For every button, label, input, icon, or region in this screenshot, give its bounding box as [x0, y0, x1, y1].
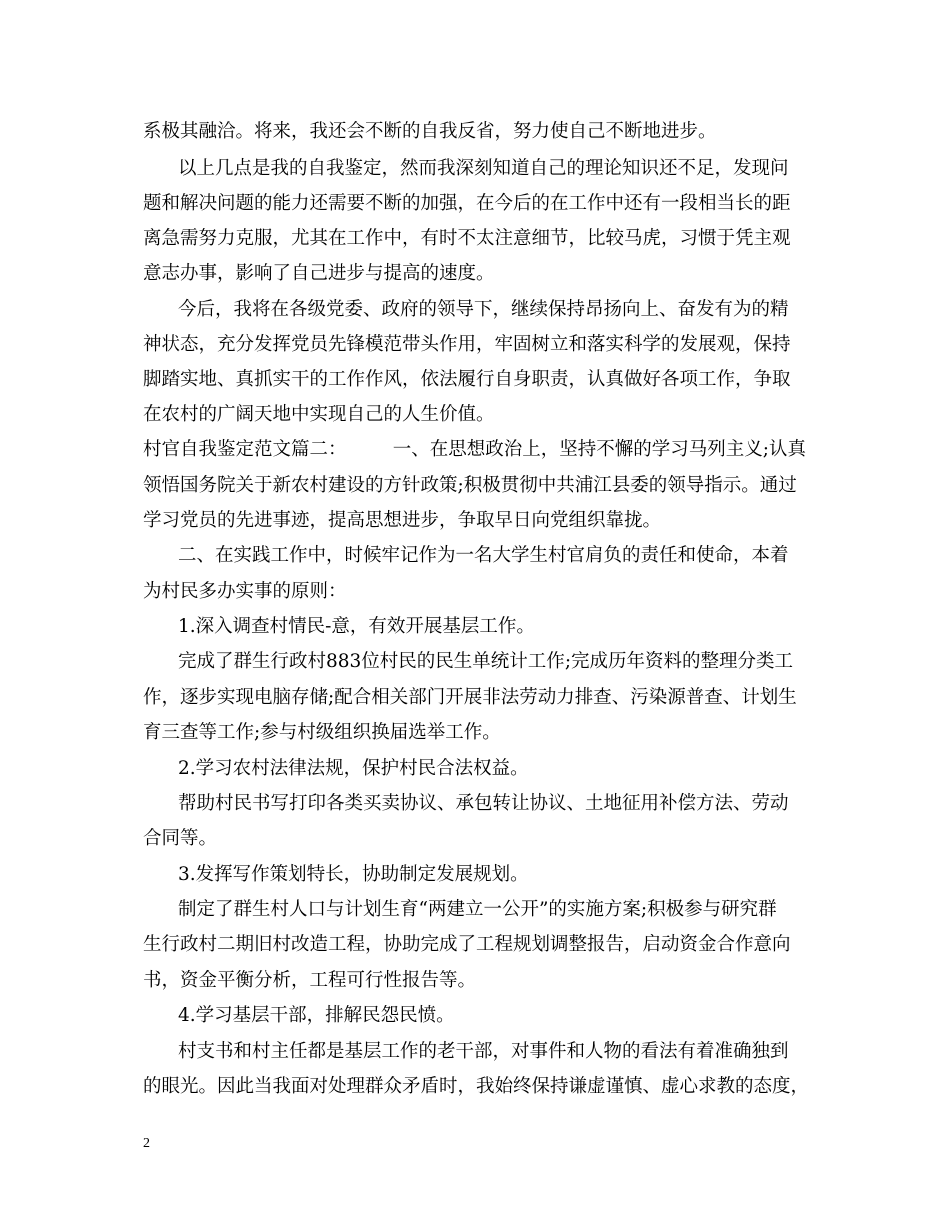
text-line: 合同等。 — [143, 828, 218, 849]
text-line: 离急需努力克服，尤其在工作中，有时不太注意细节，比较马虎，习惯于凭主观 — [143, 228, 791, 249]
text-line: 生行政村二期旧村改造工程，协助完成了工程规划调整报告，启动资金合作意向 — [143, 934, 791, 955]
numbered-heading-4: 4.学习基层干部，排解民怨民愤。 — [178, 1005, 455, 1026]
page-number: 2 — [143, 1136, 150, 1151]
text-line: 育三查等工作;参与村级组织换届选举工作。 — [143, 722, 501, 743]
text-line: 领悟国务院关于新农村建设的方针政策;积极贯彻中共浦江县委的领导指示。通过 — [143, 475, 797, 496]
text-line: 以上几点是我的自我鉴定，然而我深刻知道自己的理论知识还不足，发现问 — [178, 158, 789, 179]
text-line: 意志办事，影响了自己进步与提高的速度。 — [143, 263, 495, 284]
text-line: 学习党员的先进事迹，提高思想进步，争取早日向党组织靠拢。 — [143, 510, 662, 531]
text-line: 的眼光。因此当我面对处理群众矛盾时，我始终保持谦虚谨慎、虚心求教的态度， — [143, 1076, 810, 1097]
text-line: 系极其融洽。将来，我还会不断的自我反省，努力使自己不断地进步。 — [143, 121, 717, 142]
text-line: 完成了群生行政村883位村民的民生单统计工作;完成历年资料的整理分类工 — [178, 651, 794, 672]
section-heading-line: 村官自我鉴定范文篇二： 一、在思想政治上，坚持不懈的学习马列主义;认真 — [143, 439, 806, 460]
text-line: 帮助村民书写打印各类买卖协议、承包转让协议、土地征用补偿方法、劳动 — [178, 793, 789, 814]
text-line: 神状态，充分发挥党员先锋模范带头作用，牢固树立和落实科学的发展观，保持 — [143, 334, 791, 355]
text-line: 制定了群生村人口与计划生育“两建立一公开”的实施方案;积极参与研究群 — [178, 899, 777, 920]
numbered-heading-3: 3.发挥写作策划特长，协助制定发展规划。 — [178, 864, 529, 885]
text-line: 脚踏实地、真抓实干的工作作风，依法履行自身职责，认真做好各项工作，争取 — [143, 369, 791, 390]
text-line: 在农村的广阔天地中实现自己的人生价值。 — [143, 404, 495, 425]
text-line: 今后，我将在各级党委、政府的领导下，继续保持昂扬向上、奋发有为的精 — [178, 299, 789, 320]
text-line: 为村民多办实事的原则： — [143, 581, 347, 602]
text-line: 村支书和村主任都是基层工作的老干部，对事件和人物的看法有着准确独到 — [178, 1041, 789, 1062]
numbered-heading-1: 1.深入调查村情民-意，有效开展基层工作。 — [178, 616, 535, 637]
text-line: 书，资金平衡分析，工程可行性报告等。 — [143, 970, 477, 991]
numbered-heading-2: 2.学习农村法律法规，保护村民合法权益。 — [178, 758, 529, 779]
text-line: 二、在实践工作中，时候牢记作为一名大学生村官肩负的责任和使命，本着 — [178, 545, 789, 566]
text-line: 作，逐步实现电脑存储;配合相关部门开展非法劳动力排查、污染源普查、计划生 — [143, 687, 797, 708]
text-line: 题和解决问题的能力还需要不断的加强，在今后的在工作中还有一段相当长的距 — [143, 193, 791, 214]
